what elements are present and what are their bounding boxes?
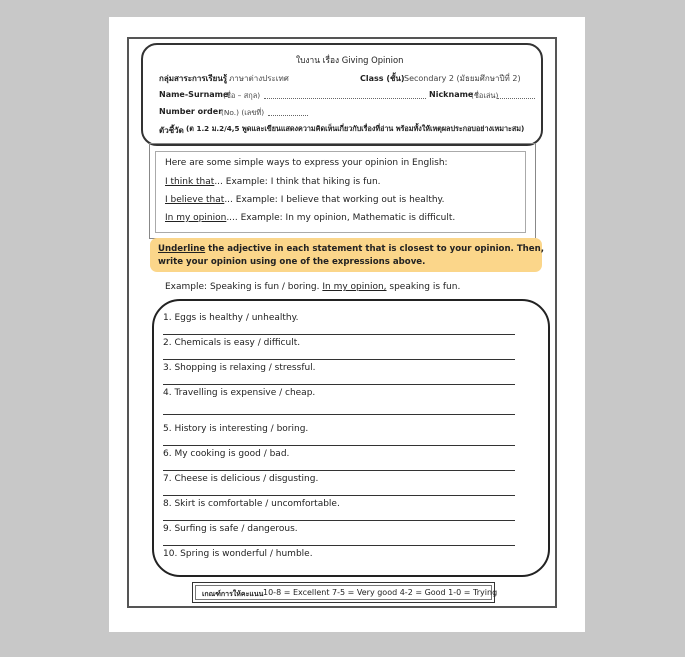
statement-item[interactable]: 1. Eggs is healthy / unhealthy. (163, 313, 299, 323)
statement-item[interactable]: 7. Cheese is delicious / disgusting. (163, 474, 319, 484)
scoring-criteria: 10-8 = Excellent 7-5 = Very good 4-2 = Good 1-0 = Trying (263, 588, 498, 597)
expression-example: ... Example: I think that hiking is fun. (214, 177, 381, 187)
statement-item[interactable]: 3. Shopping is relaxing / stressful. (163, 363, 316, 373)
nickname-label: Nickname (429, 90, 474, 99)
answer-line[interactable] (163, 470, 515, 471)
expression-item (165, 195, 444, 205)
answer-line[interactable] (163, 334, 515, 335)
indicator-label: ตัวชี้วัด (159, 126, 184, 135)
statement-item[interactable]: 2. Chemicals is easy / difficult. (163, 338, 301, 348)
statement-item[interactable]: 4. Travelling is expensive / cheap. (163, 388, 316, 398)
name-label: Name-Surname (159, 90, 229, 99)
number-label-thai: (No.) (เลขที่) (221, 108, 265, 117)
class-label: Class (ชั้น) (360, 74, 405, 83)
instruction-underline-word: Underline (158, 244, 206, 254)
number-field[interactable] (268, 115, 308, 116)
expression-phrase: I believe that (165, 195, 225, 205)
answer-line[interactable] (163, 545, 515, 546)
statement-item[interactable]: 5. History is interesting / boring. (163, 424, 309, 434)
expression-example: ... Example: I believe that working out is healthy. (224, 195, 445, 205)
indicator-text: (ต 1.2 ม.2/4,5 พูดและเขียนแสดงความคิดเห็นเกี่ยวกับเรื่องที่อ่าน พร้อมทั้งให้เหตุผลประกอบอย่างเหมาะสม) (186, 124, 525, 133)
answer-line[interactable] (163, 495, 515, 496)
scoring-label: เกณฑ์การให้คะแนน (202, 590, 264, 598)
expression-example: .... Example: In my opinion, Mathematic is difficult. (226, 213, 456, 223)
expression-phrase: I think that (165, 177, 215, 187)
example-prefix: Example: Speaking is fun / boring. (165, 282, 323, 292)
name-field[interactable] (264, 98, 426, 99)
expression-item (165, 213, 455, 223)
answer-line[interactable] (163, 520, 515, 521)
example-sentence (165, 282, 460, 292)
class-value: Secondary 2 (มัธยมศึกษาปีที่ 2) (404, 74, 521, 83)
worksheet-title: ใบงาน เรื่อง Giving Opinion (296, 55, 404, 65)
example-suffix: speaking is fun. (386, 282, 461, 292)
instruction-text: the adjective in each statement that is closest to your opinion. Then, (205, 244, 545, 254)
subject-value: ภาษาต่างประเทศ (229, 74, 289, 83)
nickname-label-thai: (ชื่อเล่น) (471, 91, 499, 100)
statement-item[interactable]: 8. Skirt is comfortable / uncomfortable. (163, 499, 340, 509)
statement-item[interactable]: 10. Spring is wonderful / humble. (163, 549, 313, 559)
expressions-intro: Here are some simple ways to express your opinion in English: (165, 158, 448, 168)
answer-line[interactable] (163, 445, 515, 446)
answer-line[interactable] (163, 414, 515, 415)
instruction-line-2: write your opinion using one of the expressions above. (158, 257, 426, 267)
number-label: Number order (159, 107, 223, 116)
instruction-line-1 (158, 244, 544, 254)
subject-label: กลุ่มสาระการเรียนรู้ (159, 74, 228, 83)
expression-phrase: In my opinion (165, 213, 227, 223)
nickname-field[interactable] (497, 98, 535, 99)
statement-item[interactable]: 6. My cooking is good / bad. (163, 449, 290, 459)
name-label-thai: (ชื่อ – สกุล) (223, 91, 261, 100)
answer-line[interactable] (163, 359, 515, 360)
answer-line[interactable] (163, 384, 515, 385)
example-phrase: In my opinion, (322, 282, 387, 292)
statement-item[interactable]: 9. Surfing is safe / dangerous. (163, 524, 298, 534)
expression-item (165, 177, 381, 187)
